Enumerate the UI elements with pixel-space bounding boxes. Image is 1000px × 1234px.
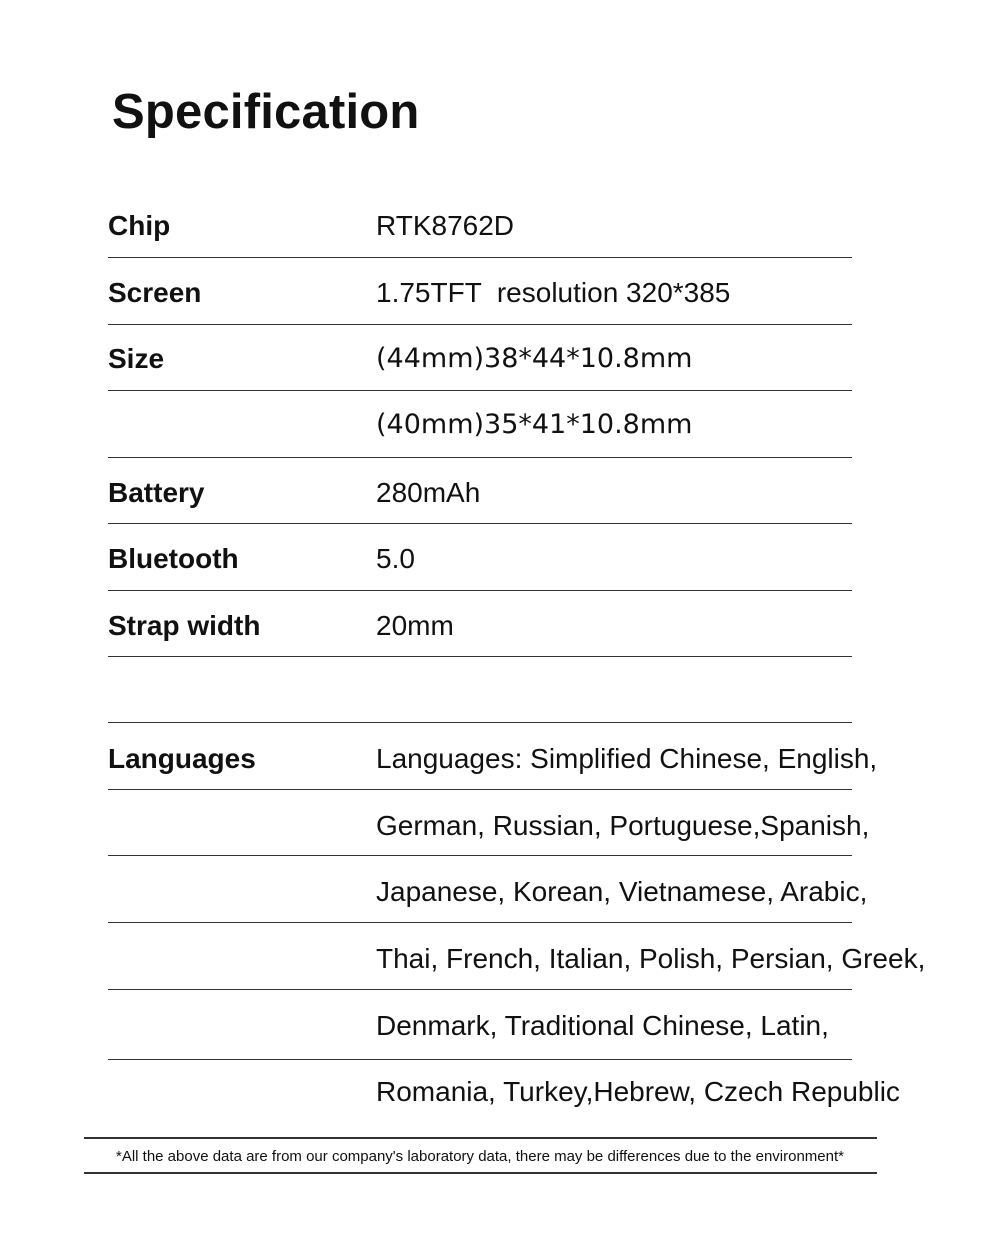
footnote: *All the above data are from our company's laboratory data, there may be differences due to the environment* <box>115 1148 844 1165</box>
footnote-top-rule <box>84 1137 877 1139</box>
bluetooth-label: Bluetooth <box>108 543 239 574</box>
bluetooth-value: 5.0 <box>376 543 415 574</box>
languages-line: Languages: Simplified Chinese, English, <box>376 743 878 774</box>
battery-value: 280mAh <box>376 477 481 508</box>
chip-value: RTK8762D <box>376 210 515 241</box>
row-divider <box>108 523 852 524</box>
page-title: Specification <box>112 85 420 139</box>
row-divider <box>108 457 852 458</box>
strap-width-value: 20mm <box>376 610 454 641</box>
languages-line: Denmark, Traditional Chinese, Latin, <box>376 1010 829 1041</box>
row-divider <box>108 989 852 990</box>
languages-line: Romania, Turkey,Hebrew, Czech Republic <box>376 1076 900 1107</box>
languages-line: Thai, French, Italian, Polish, Persian, Greek, <box>376 943 926 974</box>
row-divider <box>108 922 852 923</box>
strap-width-label: Strap width <box>108 610 261 641</box>
size-value-40mm: (40mm)35*41*10.8mm <box>376 409 693 440</box>
chip-label: Chip <box>108 210 171 241</box>
row-divider <box>108 722 852 723</box>
row-divider <box>108 390 852 391</box>
row-divider <box>108 257 852 258</box>
footnote-bottom-rule <box>84 1172 877 1174</box>
size-value-44mm: (44mm)38*44*10.8mm <box>376 343 693 374</box>
row-divider <box>108 789 852 790</box>
row-divider <box>108 590 852 591</box>
size-label: Size <box>108 343 165 374</box>
row-divider <box>108 855 852 856</box>
row-divider <box>108 1059 852 1060</box>
languages-line: Japanese, Korean, Vietnamese, Arabic, <box>376 876 868 907</box>
screen-label: Screen <box>108 277 202 308</box>
screen-value: 1.75TFT resolution 320*385 <box>376 277 731 308</box>
languages-label: Languages <box>108 743 256 774</box>
row-divider <box>108 656 852 657</box>
battery-label: Battery <box>108 477 205 508</box>
row-divider <box>108 324 852 325</box>
languages-line: German, Russian, Portuguese,Spanish, <box>376 810 870 841</box>
